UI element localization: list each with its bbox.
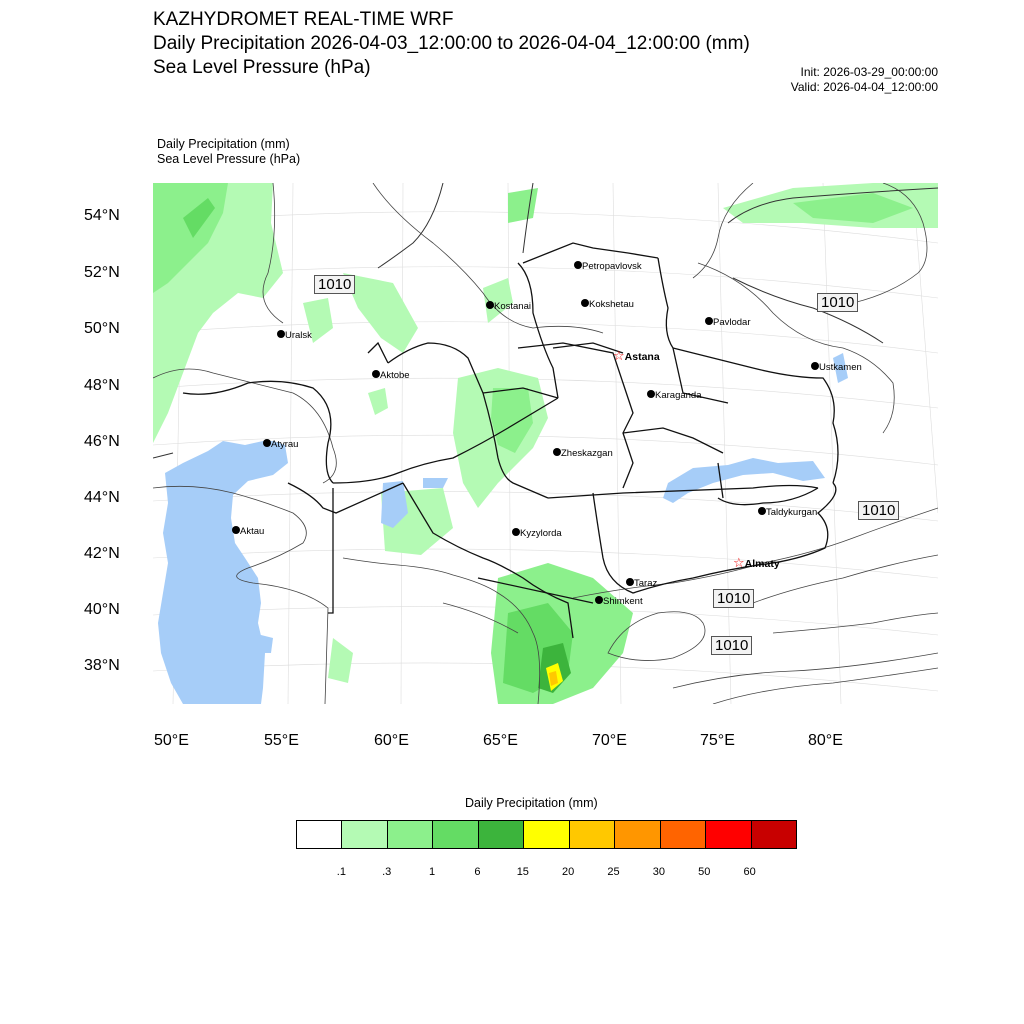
lat-label: 44°N <box>84 489 120 506</box>
city-dot-icon <box>626 578 634 586</box>
title-line-1: KAZHYDROMET REAL-TIME WRF <box>153 9 454 30</box>
colorbar-tick-label: 30 <box>652 866 666 878</box>
city-label: Zheskazgan <box>561 448 613 459</box>
city-marker-atyrau[interactable] <box>263 434 298 452</box>
init-time: Init: 2026-03-29_00:00:00 <box>800 65 938 79</box>
lon-label: 60°E <box>374 732 409 749</box>
city-dot-icon <box>486 301 494 309</box>
colorbar-tick-label: 50 <box>698 866 711 878</box>
contour-label-1010: 1010 <box>817 293 858 312</box>
city-marker-pavlodar[interactable] <box>705 312 751 330</box>
city-label: Taraz <box>634 578 658 589</box>
city-label: Astana <box>624 351 660 363</box>
colorbar-swatch <box>523 821 568 848</box>
city-marker-shimkent[interactable] <box>595 591 643 609</box>
colorbar-tick-label: .3 <box>382 866 392 878</box>
lat-label: 40°N <box>84 601 120 618</box>
colorbar-swatch <box>432 821 477 848</box>
contour-label-1010: 1010 <box>314 275 355 294</box>
city-dot-icon <box>372 370 380 378</box>
lat-label: 38°N <box>84 657 120 674</box>
city-marker-astana[interactable] <box>613 347 660 365</box>
title-line-2: Daily Precipitation 2026-04-03_12:00:00 to 2026-04-04_12:00:00 (mm) <box>153 33 750 54</box>
capital-star-icon: ☆ <box>733 554 745 570</box>
colorbar-tick-label: 60 <box>743 866 756 878</box>
lon-label: 55°E <box>264 732 299 749</box>
city-label: Aktau <box>240 526 265 537</box>
subtitle-precip: Daily Precipitation (mm) <box>157 137 290 151</box>
city-marker-kostanai[interactable] <box>486 296 531 314</box>
city-label: Aktobe <box>380 370 410 381</box>
valid-time: Valid: 2026-04-04_12:00:00 <box>790 80 938 94</box>
city-dot-icon <box>758 507 766 515</box>
colorbar-title: Daily Precipitation (mm) <box>465 796 598 810</box>
capital-star-icon: ☆ <box>613 347 625 363</box>
city-label: Kostanai <box>494 301 531 312</box>
lon-label: 50°E <box>154 732 189 749</box>
colorbar-labels <box>296 866 797 882</box>
city-label: Taldykurgan <box>766 507 818 518</box>
city-label: Almaty <box>744 558 780 570</box>
city-dot-icon <box>705 317 713 325</box>
city-marker-kokshetau[interactable] <box>581 294 634 312</box>
colorbar-tick-label: .1 <box>336 866 346 878</box>
title-line-3: Sea Level Pressure (hPa) <box>153 57 371 78</box>
city-label: Petropavlovsk <box>582 261 642 272</box>
city-dot-icon <box>263 439 271 447</box>
colorbar-swatch <box>705 821 750 848</box>
city-dot-icon <box>581 299 589 307</box>
city-dot-icon <box>647 390 655 398</box>
city-dot-icon <box>512 528 520 536</box>
city-label: Shimkent <box>603 596 643 607</box>
colorbar-swatch <box>751 821 796 848</box>
city-marker-petropavlovsk[interactable] <box>574 256 642 274</box>
colorbar <box>296 820 797 849</box>
city-label: Atyrau <box>271 439 299 450</box>
colorbar-swatch <box>660 821 705 848</box>
city-dot-icon <box>553 448 561 456</box>
city-label: Ustkamen <box>819 362 862 373</box>
city-dot-icon <box>811 362 819 370</box>
subtitle-slp: Sea Level Pressure (hPa) <box>157 152 301 166</box>
city-dot-icon <box>574 261 582 269</box>
city-marker-ustkamen[interactable] <box>811 357 862 375</box>
city-marker-aktobe[interactable] <box>372 365 410 383</box>
city-dot-icon <box>277 330 285 338</box>
colorbar-swatch <box>478 821 523 848</box>
colorbar-tick-label: 1 <box>429 866 436 878</box>
city-marker-taldykurgan[interactable] <box>758 502 817 520</box>
city-dot-icon <box>232 526 240 534</box>
lat-label: 48°N <box>84 377 120 394</box>
colorbar-tick-label: 20 <box>562 866 575 878</box>
city-label: Kokshetau <box>589 299 634 310</box>
city-dot-icon <box>595 596 603 604</box>
lat-label: 42°N <box>84 545 120 562</box>
city-marker-aktau[interactable] <box>232 521 264 539</box>
lon-label: 65°E <box>483 732 518 749</box>
lat-label: 54°N <box>84 207 120 224</box>
colorbar-tick-label: 6 <box>474 866 481 878</box>
lon-label: 75°E <box>700 732 735 749</box>
colorbar-swatch <box>614 821 659 848</box>
city-label: Kyzylorda <box>520 528 562 539</box>
city-label: Karaganda <box>655 390 702 401</box>
city-marker-taraz[interactable] <box>626 573 657 591</box>
lat-label: 50°N <box>84 320 120 337</box>
city-marker-uralsk[interactable] <box>277 325 312 343</box>
lon-label: 80°E <box>808 732 843 749</box>
lat-label: 46°N <box>84 433 120 450</box>
city-marker-zheskazgan[interactable] <box>553 443 613 461</box>
city-marker-karaganda[interactable] <box>647 385 701 403</box>
lat-label: 52°N <box>84 264 120 281</box>
colorbar-tick-label: 25 <box>607 866 620 878</box>
city-marker-kyzylorda[interactable] <box>512 523 562 541</box>
colorbar-tick-label: 15 <box>516 866 529 878</box>
city-marker-almaty[interactable] <box>733 554 780 572</box>
colorbar-swatch <box>387 821 432 848</box>
city-label: Uralsk <box>285 330 312 341</box>
colorbar-swatch <box>569 821 614 848</box>
contour-label-1010: 1010 <box>711 636 752 655</box>
contour-label-1010: 1010 <box>858 501 899 520</box>
colorbar-swatch <box>297 821 341 848</box>
city-label: Pavlodar <box>713 317 751 328</box>
lon-label: 70°E <box>592 732 627 749</box>
contour-label-1010: 1010 <box>713 589 754 608</box>
colorbar-swatch <box>341 821 386 848</box>
